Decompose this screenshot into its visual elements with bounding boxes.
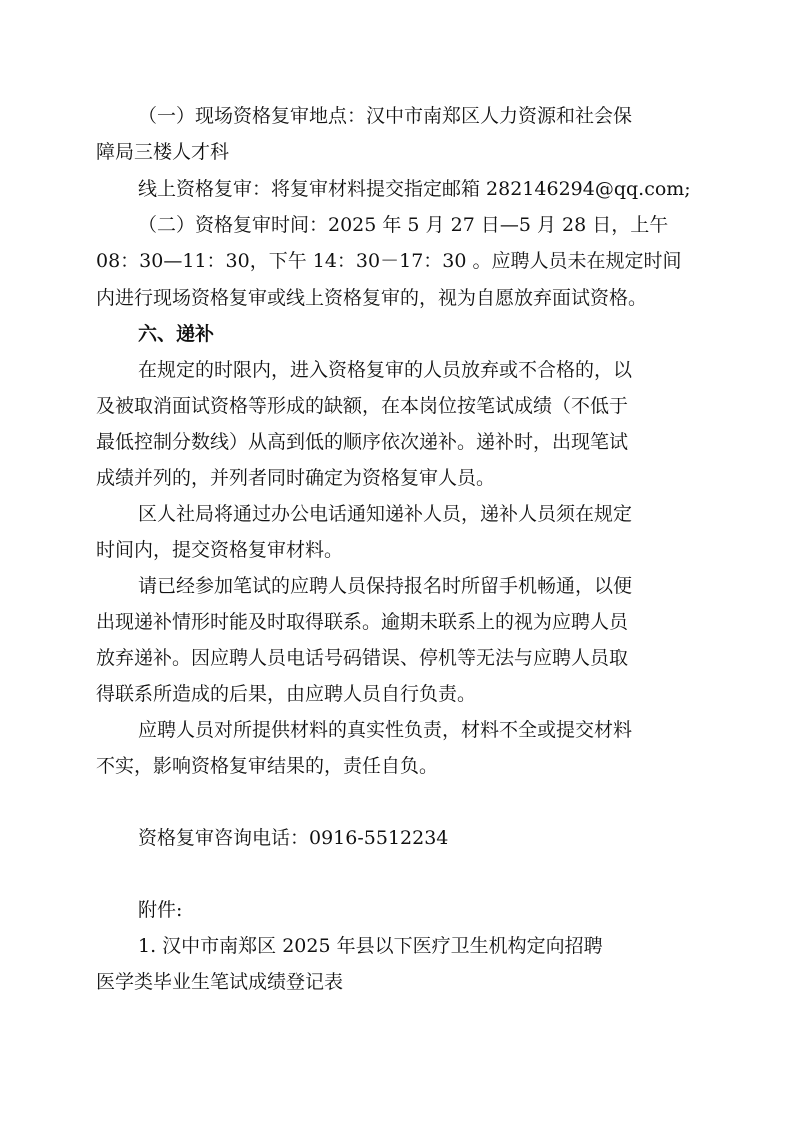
paragraph-line: 不实，影响资格复审结果的，责任自负。 — [96, 755, 439, 777]
paragraph-line: 障局三楼人才科 — [96, 141, 230, 163]
paragraph-line: （二）资格复审时间：2025 年 5 月 27 日—5 月 28 日，上午 — [138, 214, 669, 236]
paragraph-line: 内进行现场资格复审或线上资格复审的，视为自愿放弃面试资格。 — [96, 287, 648, 309]
section-heading: 六、递补 — [138, 323, 215, 345]
paragraph-line: 放弃递补。因应聘人员电话号码错误、停机等无法与应聘人员取 — [96, 647, 629, 669]
paragraph-line: 线上资格复审：将复审材料提交指定邮箱 282146294@qq.com; — [138, 178, 691, 200]
paragraph-line: 及被取消面试资格等形成的缺额，在本岗位按笔试成绩（不低于 — [96, 395, 629, 417]
paragraph-line: 最低控制分数线）从高到低的顺序依次递补。递补时，出现笔试 — [96, 431, 629, 453]
paragraph-line: 成绩并列的，并列者同时确定为资格复审人员。 — [96, 467, 496, 489]
paragraph-line: 请已经参加笔试的应聘人员保持报名时所留手机畅通，以便 — [138, 575, 633, 597]
paragraph-line: 应聘人员对所提供材料的真实性负责，材料不全或提交材料 — [138, 719, 633, 741]
paragraph-line: （一）现场资格复审地点：汉中市南郑区人力资源和社会保 — [138, 105, 633, 127]
attachment-item: 1. 汉中市南郑区 2025 年县以下医疗卫生机构定向招聘 — [138, 935, 603, 957]
paragraph-line: 在规定的时限内，进入资格复审的人员放弃或不合格的，以 — [138, 359, 633, 381]
attachment-label: 附件: — [138, 899, 183, 921]
paragraph-line: 得联系所造成的后果，由应聘人员自行负责。 — [96, 683, 477, 705]
attachment-item: 医学类毕业生笔试成绩登记表 — [96, 971, 344, 993]
paragraph-line: 出现递补情形时能及时取得联系。逾期未联系上的视为应聘人员 — [96, 611, 629, 633]
paragraph-line: 区人社局将通过办公电话通知递补人员，递补人员须在规定 — [138, 503, 633, 525]
contact-phone-line: 资格复审咨询电话：0916-5512234 — [138, 827, 449, 849]
paragraph-line: 08：30—11：30，下午 14：30－17：30 。应聘人员未在规定时间 — [96, 250, 682, 272]
paragraph-line: 时间内，提交资格复审材料。 — [96, 539, 344, 561]
